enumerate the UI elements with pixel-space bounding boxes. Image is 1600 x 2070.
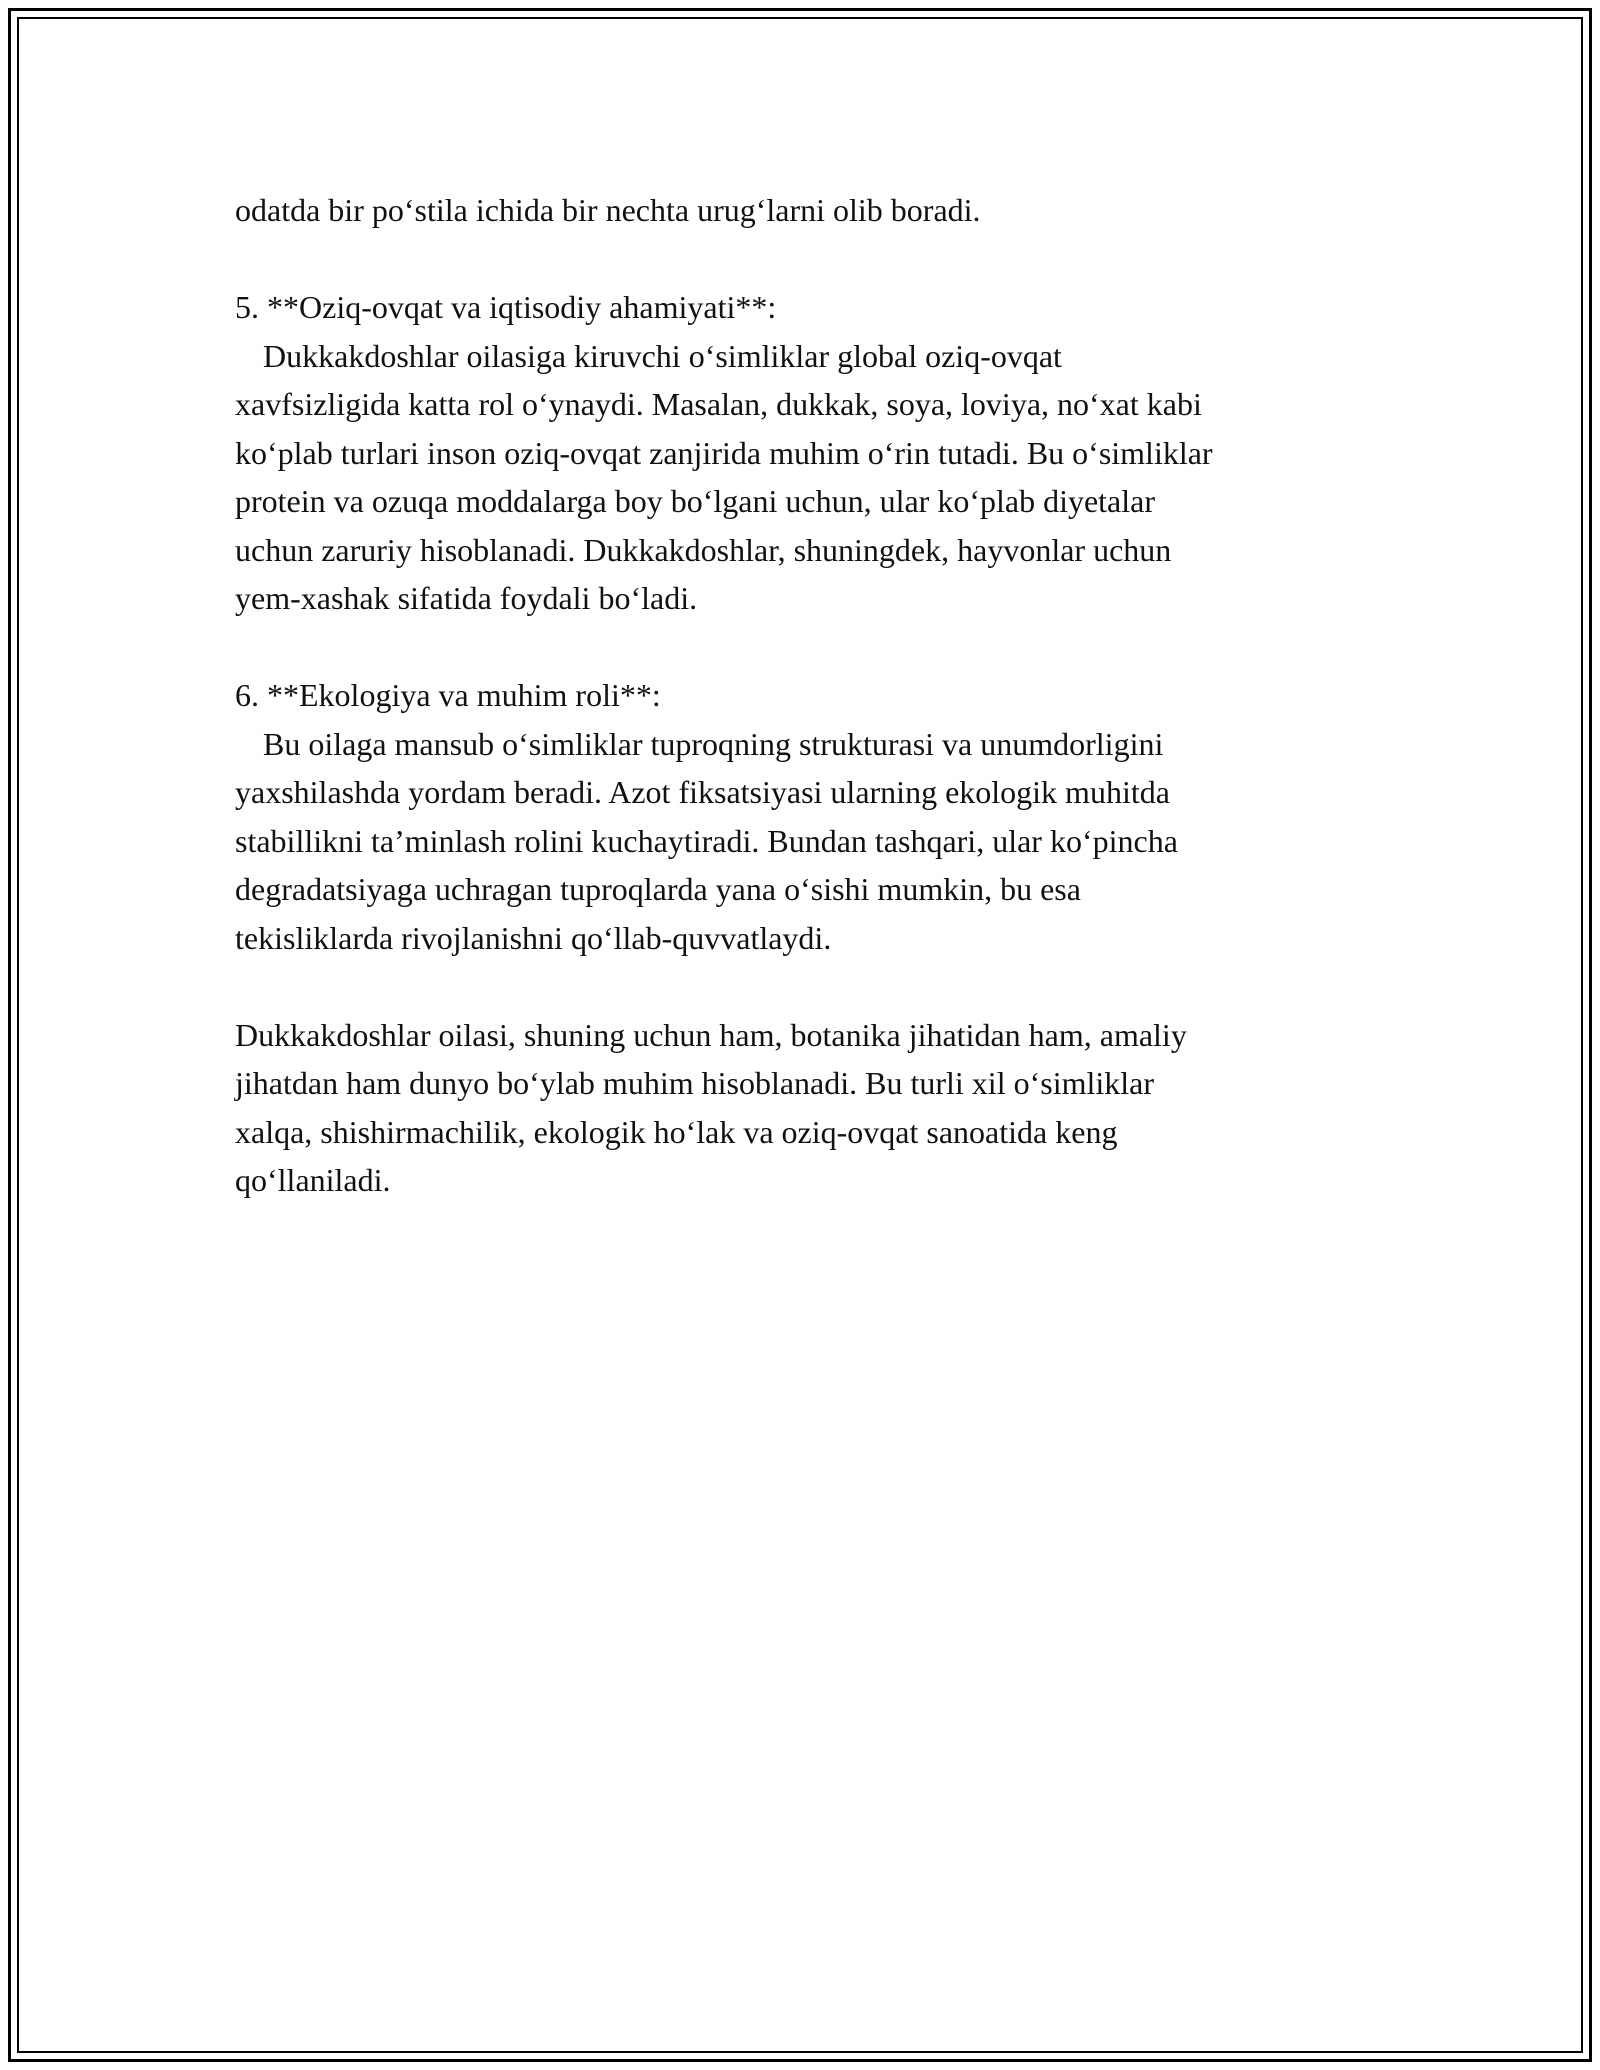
paragraph-line: tekisliklarda rivojlanishni qo‘llab-quvvatlaydi.	[235, 919, 832, 956]
paragraph-spacer	[235, 235, 1365, 284]
paragraph-line: xavfsizligida katta rol o‘ynaydi. Masalan, dukkak, soya, loviya, no‘xat kabi	[235, 386, 1202, 422]
intro-paragraph	[235, 186, 1365, 235]
paragraph-line: qo‘llaniladi.	[235, 1162, 391, 1198]
paragraph-line: degradatsiyaga uchragan tuproqlarda yana o‘sishi mumkin, bu esa	[235, 871, 1081, 907]
paragraph-spacer	[235, 962, 1365, 1011]
paragraph-line: stabillikni ta’minlash rolini kuchaytiradi. Bundan tashqari, ular ko‘pincha	[235, 822, 1178, 859]
paragraph-line: Dukkakdoshlar oilasi, shuning uchun ham, botanika jihatidan ham, amaliy	[235, 1016, 1187, 1053]
paragraph-spacer	[235, 623, 1365, 672]
section-6	[235, 671, 1365, 962]
paragraph-line: protein va ozuqa moddalarga boy bo‘lgani uchun, ular ko‘plab diyetalar	[235, 483, 1155, 519]
section-6-heading: 6. **Ekologiya va muhim roli**:	[235, 677, 661, 713]
paragraph-line: Dukkakdoshlar oilasiga kiruvchi o‘simliklar global oziq-ovqat	[263, 337, 1062, 374]
paragraph-line: ko‘plab turlari inson oziq-ovqat zanjirida muhim o‘rin tutadi. Bu o‘simliklar	[235, 434, 1213, 471]
paragraph-line: uchun zaruriy hisoblanadi. Dukkakdoshlar, shuningdek, hayvonlar uchun	[235, 531, 1172, 568]
paragraph-line: xalqa, shishirmachilik, ekologik ho‘lak va oziq-ovqat sanoatida keng	[235, 1113, 1118, 1150]
paragraph-line: Bu oilaga mansub o‘simliklar tuproqning strukturasi va unumdorligini	[263, 725, 1164, 762]
paragraph-line: jihatdan ham dunyo bo‘ylab muhim hisoblanadi. Bu turli xil o‘simliklar	[235, 1065, 1154, 1101]
document-body	[235, 186, 1365, 1205]
conclusion-paragraph	[235, 1011, 1365, 1205]
paragraph-line: yaxshilashda yordam beradi. Azot fiksatsiyasi ularning ekologik muhitda	[235, 774, 1170, 810]
paragraph-line: odatda bir po‘stila ichida bir nechta urug‘larni olib boradi.	[235, 192, 981, 228]
section-5-heading: 5. **Oziq-ovqat va iqtisodiy ahamiyati**:	[235, 289, 777, 325]
paragraph-line: yem-xashak sifatida foydali bo‘ladi.	[235, 580, 698, 616]
section-5	[235, 283, 1365, 623]
